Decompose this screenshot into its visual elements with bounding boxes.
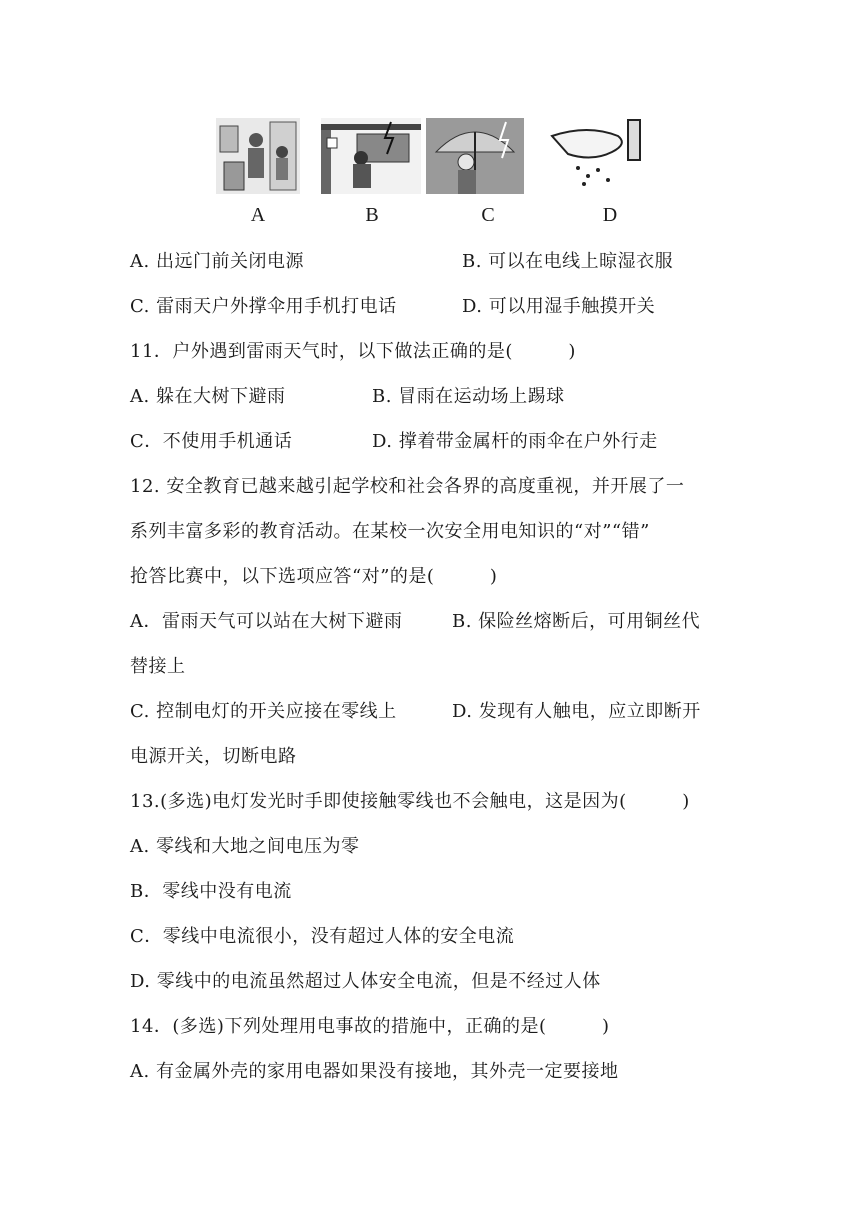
q12-option-d: D. 发现有人触电，应立即断开	[452, 701, 701, 722]
q10-row-1	[130, 250, 674, 274]
q12-row-2	[130, 700, 701, 724]
q12-option-b-cont: 替接上	[130, 656, 186, 677]
drying-clothes-on-wire-icon	[321, 118, 421, 194]
q12-option-b: B. 保险丝熔断后，可用铜丝代	[452, 611, 701, 632]
q13-option-b: B．零线中没有电流	[130, 881, 292, 902]
q11-option-b: B. 冒雨在运动场上踢球	[372, 386, 565, 407]
umbrella-phone-in-storm-icon	[426, 118, 524, 194]
illustration-row	[216, 118, 646, 228]
figure-c-label: C	[481, 204, 495, 226]
figure-a-label: A	[250, 204, 266, 226]
q12-option-c: C. 控制电灯的开关应接在零线上	[130, 701, 397, 722]
q11-row-2	[130, 430, 658, 454]
q14-option-a: A. 有金属外壳的家用电器如果没有接地，其外壳一定要接地	[130, 1061, 619, 1082]
q10-option-b: B. 可以在电线上晾湿衣服	[462, 251, 674, 272]
q10-row-2	[130, 295, 656, 319]
q14-stem: 14．(多选)下列处理用电事故的措施中，正确的是( )	[130, 1016, 610, 1037]
q12-stem-line-1: 12. 安全教育已越来越引起学校和社会各界的高度重视，并开展了一	[130, 476, 685, 497]
q11-option-a: A. 躲在大树下避雨	[130, 386, 286, 407]
q10-option-d: D. 可以用湿手触摸开关	[462, 296, 656, 317]
figure-a	[216, 118, 300, 226]
q13-option-d: D. 零线中的电流虽然超过人体安全电流，但是不经过人体	[130, 971, 601, 992]
q13-option-c: C．零线中电流很小，没有超过人体的安全电流	[130, 926, 515, 947]
q12-stem-line-2: 系列丰富多彩的教育活动。在某校一次安全用电知识的“对”“错”	[130, 521, 650, 542]
q12-stem-line-3: 抢答比赛中，以下选项应答“对”的是( )	[130, 566, 498, 587]
q11-stem: 11．户外遇到雷雨天气时，以下做法正确的是( )	[130, 341, 576, 362]
q13-option-a: A. 零线和大地之间电压为零	[130, 836, 360, 857]
q10-option-c: C. 雷雨天户外撑伞用手机打电话	[130, 296, 397, 317]
q10-option-a: A. 出远门前关闭电源	[130, 251, 304, 272]
q11-option-d: D. 撑着带金属杆的雨伞在户外行走	[372, 431, 658, 452]
figure-b	[321, 118, 421, 226]
q12-option-d-cont: 电源开关，切断电路	[130, 746, 297, 767]
q12-row-1	[130, 610, 701, 634]
figure-d	[548, 118, 644, 226]
figure-c	[426, 118, 524, 226]
q11-row-1	[130, 385, 565, 409]
figure-b-label: B	[365, 204, 379, 226]
q11-option-c: C．不使用手机通话	[130, 431, 293, 452]
q12-option-a: A．雷雨天气可以站在大树下避雨	[130, 611, 403, 632]
figure-d-label: D	[602, 204, 618, 226]
wet-hand-switch-icon	[548, 118, 644, 194]
q13-stem: 13.(多选)电灯发光时手即使接触零线也不会触电，这是因为( )	[130, 791, 690, 812]
person-closing-power-icon	[216, 118, 300, 194]
